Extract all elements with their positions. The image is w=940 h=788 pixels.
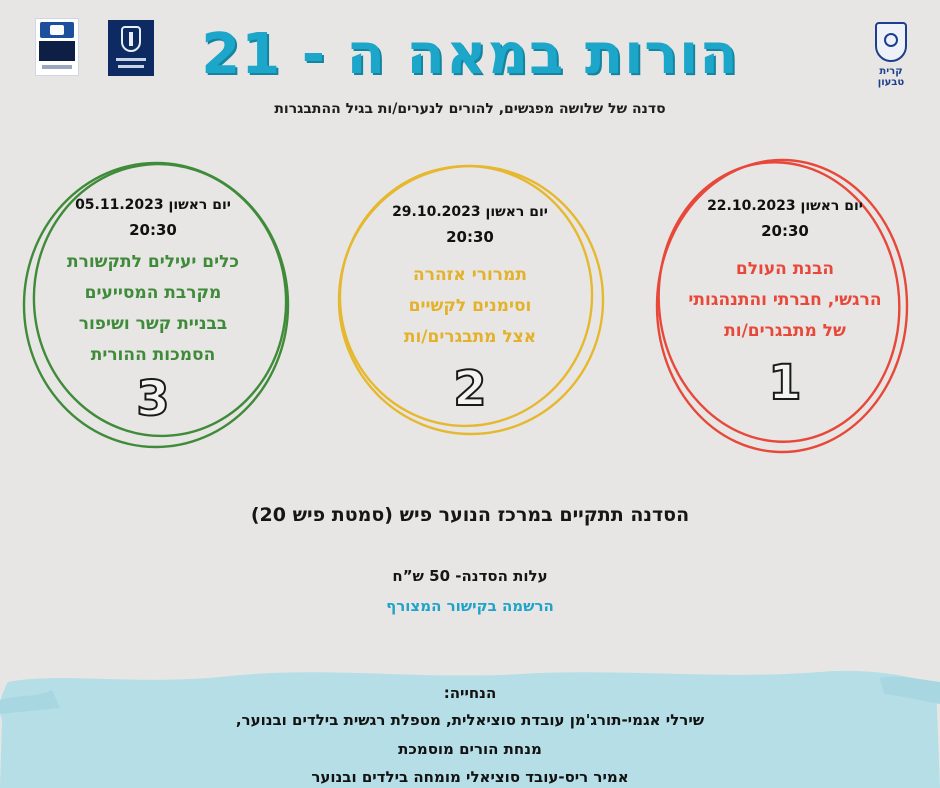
session-2-topic-line: אצל מתבגרים/ות — [403, 327, 537, 347]
session-3-date: יום ראשון 05.11.2023 — [75, 197, 231, 213]
session-3-topic — [28, 247, 278, 371]
facilitator-line: מנחת הורים מוסמכת — [398, 740, 542, 758]
session-1-topic — [660, 254, 910, 347]
session-2-number: 2 — [453, 361, 487, 417]
session-card-1 — [660, 198, 910, 411]
session-1-number: 1 — [768, 355, 802, 411]
session-1-topic-line: הרגשי, חברתי והתנהגותי — [688, 290, 882, 310]
session-2-topic-line: תמרורי אזהרה — [413, 265, 527, 285]
session-1-time: 20:30 — [761, 222, 809, 240]
registration-link[interactable]: הרשמה בקישור המצורף — [386, 597, 554, 615]
facilitator-line: שירלי אגמי-תורג'מן עובדת סוציאלית, מטפלת רגשית בילדים ובנוער, — [235, 711, 705, 729]
session-3-topic-line: מקרבת המסייעים — [84, 283, 222, 303]
kiryat-tivon-logo-text: קרית טבעון — [877, 66, 905, 88]
venue-text: הסדנה תתקיים במרכז הנוער פיש (סמטת פיש 20) — [250, 504, 690, 526]
session-1-topic-line: הבנת העולם — [735, 259, 835, 279]
session-1-topic-line: של מתבגרים/ות — [724, 321, 846, 341]
session-card-2 — [345, 204, 595, 417]
session-2-time: 20:30 — [446, 228, 494, 246]
session-1-date: יום ראשון 22.10.2023 — [707, 198, 863, 214]
session-3-number: 3 — [136, 371, 170, 427]
session-3-time: 20:30 — [129, 221, 177, 239]
page-title: הורות במאה ה - 21 — [201, 22, 739, 87]
session-3-topic-line: בבניית קשר ושיפור — [78, 314, 228, 334]
cost-text: עלות הסדנה- 50 ש”ח — [392, 567, 548, 585]
session-card-3 — [28, 197, 278, 427]
session-2-date: יום ראשון 29.10.2023 — [392, 204, 548, 220]
facilitator-line: אמיר ריס-עובד סוציאלי מומחה בילדים ובנוער — [311, 768, 629, 786]
session-2-topic-line: וסימנים לקשיים — [408, 296, 532, 316]
facilitators-heading: הנחייה: — [443, 684, 497, 702]
page-subtitle: סדנה של שלושה מפגשים, להורים לנערים/ות בגיל ההתבגרות — [274, 101, 666, 117]
session-3-topic-line: הסמכות ההורית — [90, 345, 216, 365]
session-2-topic — [345, 260, 595, 353]
session-3-topic-line: כלים יעילים לתקשורת — [66, 252, 240, 272]
